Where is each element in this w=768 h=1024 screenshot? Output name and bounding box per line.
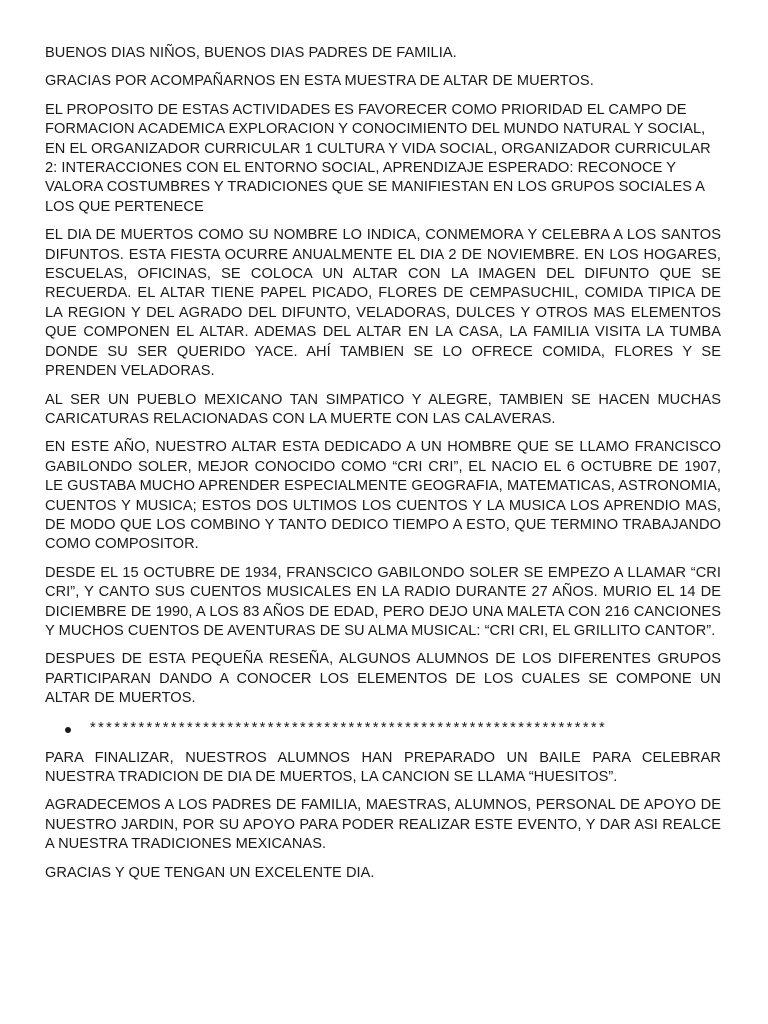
closing-paragraph: GRACIAS Y QUE TENGAN UN EXCELENTE DIA. <box>45 864 375 881</box>
acknowledgements-paragraph: AGRADECEMOS A LOS PADRES DE FAMILIA, MAESTRAS, ALUMNOS, PERSONAL DE APOYO DE NUESTRO JARDIN, POR SU APOYO PARA PODER REALIZAR ESTE EVENTO, Y DAR ASI REALCE A NUESTRA TRADICIONES MEXICANAS. <box>45 797 721 853</box>
purpose-paragraph: EL PROPOSITO DE ESTAS ACTIVIDADES ES FAVORECER COMO PRIORIDAD EL CAMPO DE FORMACION ACADEMICA EXPLORACION Y CONOCIMIENTO DEL MUNDO NATURAL Y SOCIAL, EN EL ORGANIZADOR CURRICULAR 1 CULTURA Y VIDA SOCIAL, ORGANIZADOR CURRICULAR 2: INTERACCIONES CON EL ENTORNO SOCIAL, APRENDIZAJE ESPERADO: RECONOCE Y VALORA COSTUMBRES Y TRADICIONES QUE SE MANIFIESTAN EN LOS GRUPOS SOCIALES A LOS QUE PERTENECE <box>45 101 711 215</box>
students-paragraph: DESPUES DE ESTA PEQUEÑA RESEÑA, ALGUNOS ALUMNOS DE LOS DIFERENTES GRUPOS PARTICIPARAN DANDO A CONOCER LOS ELEMENTOS DE LOS CUALES SE COMPONE UN ALTAR DE MUERTOS. <box>45 651 721 707</box>
calaveras-paragraph: AL SER UN PUEBLO MEXICANO TAN SIMPATICO Y ALEGRE, TAMBIEN SE HACEN MUCHAS CARICATURAS RELACIONADAS CON LA MUERTE CON LAS CALAVERAS. <box>45 391 721 427</box>
bullet-separator <box>45 719 721 739</box>
day-of-dead-paragraph: EL DIA DE MUERTOS COMO SU NOMBRE LO INDICA, CONMEMORA Y CELEBRA A LOS SANTOS DIFUNTOS. ESTA FIESTA OCURRE ANUALMENTE EL DIA 2 DE NOVIEMBRE. EN LOS HOGARES, ESCUELAS, OFICINAS, SE COLOCA UN ALTAR CON LA IMAGEN DEL DIFUNTO QUE SE RECUERDA. EL ALTAR TIENE PAPEL PICADO, FLORES DE CEMPASUCHIL, COMIDA TIPICA DE LA REGION Y DEL AGRADO DEL DIFUNTO, VELADORAS, DULCES Y OTROS MAS ELEMENTOS QUE COMPONEN EL ALTAR. ADEMAS DEL ALTAR EN LA CASA, LA FAMILIA VISITA LA TUMBA DONDE SU SER QUERIDO YACE. AHÍ TAMBIEN SE LO OFRECE COMIDA, FLORES Y SE PRENDEN VELADORAS. <box>45 227 721 380</box>
cri-cri-career-paragraph: DESDE EL 15 OCTUBRE DE 1934, FRANSCICO GABILONDO SOLER SE EMPEZO A LLAMAR “CRI CRI”, Y CANTO SUS CUENTOS MUSICALES EN LA RADIO DURANTE 27 AÑOS. MURIO EL 14 DE DICIEMBRE DE 1990, A LOS 83 AÑOS DE EDAD, PERO DEJO UNA MALETA CON 216 CANCIONES Y MUCHOS CUENTOS DE AVENTURAS DE SU ALMA MUSICAL: “CRI CRI, EL GRILLITO CANTOR”. <box>45 564 721 639</box>
thanks-paragraph: GRACIAS POR ACOMPAÑARNOS EN ESTA MUESTRA DE ALTAR DE MUERTOS. <box>45 73 594 90</box>
document-page <box>45 44 721 892</box>
greeting-paragraph: BUENOS DIAS NIÑOS, BUENOS DIAS PADRES DE FAMILIA. <box>45 45 457 61</box>
dance-paragraph: PARA FINALIZAR, NUESTROS ALUMNOS HAN PREPARADO UN BAILE PARA CELEBRAR NUESTRA TRADICION DE DIA DE MUERTOS, LA CANCION SE LLAMA “HUESITOS”. <box>45 749 721 785</box>
cri-cri-intro-paragraph: EN ESTE AÑO, NUESTRO ALTAR ESTA DEDICADO A UN HOMBRE QUE SE LLAMO FRANCISCO GABILONDO SOLER, MEJOR CONOCIDO COMO “CRI CRI”, EL NACIO EL 6 OCTUBRE DE 1907, LE GUSTABA MUCHO APRENDER ESPECIALMENTE GEOGRAFIA, MATEMATICAS, ASTRONOMIA, CUENTOS Y MUSICA; ESTOS DOS ULTIMOS LOS CUENTOS Y LA MUSICA LOS APRENDIO MAS, DE MODO QUE LOS COMBINO Y TANTO DEDICO TIEMPO A ESTO, QUE TERMINO TRABAJANDO COMO COMPOSITOR. <box>45 439 721 553</box>
bullet-icon <box>65 727 71 733</box>
asterisk-line: **************************************************************** <box>90 719 608 736</box>
